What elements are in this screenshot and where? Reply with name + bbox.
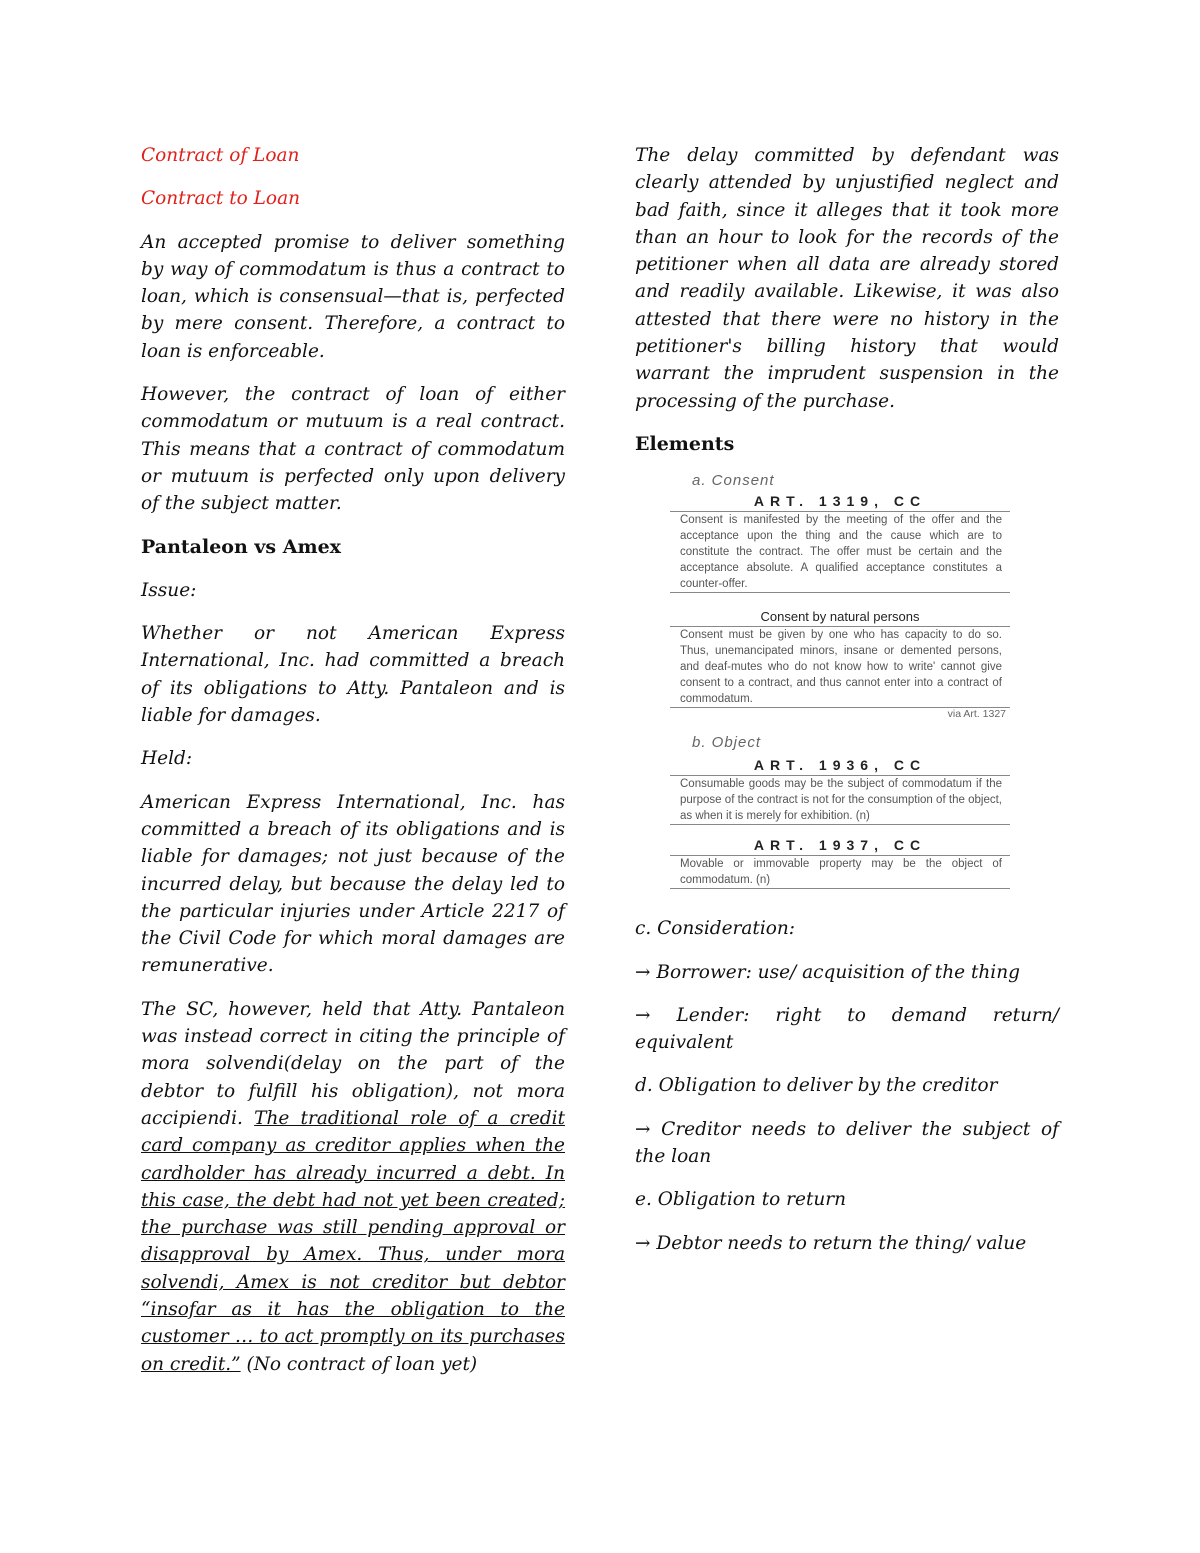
issue-text: Whether or not American Express International, Inc. had committed a breach of its obligations to Atty. Pantaleon and is liable for damages. xyxy=(141,623,565,727)
divider xyxy=(670,592,1010,593)
divider xyxy=(670,824,1010,825)
list-item: → Lender: right to demand return/ equivalent xyxy=(635,1004,1059,1054)
left-column xyxy=(141,142,565,1378)
delay-paragraph: The delay committed by defendant was clearly attended by unjustified neglect and bad faith, since it alleges that it took more than an hour to look for the records of the petitioner when all data are already stored and readily available. Likewise, it was also attested that there were no history in the petitioner's billing history that would warrant the imprudent suspension in the processing of the purchase. xyxy=(635,145,1059,412)
right-column xyxy=(635,142,1059,1273)
title-contract-to-loan: Contract to Loan xyxy=(141,188,301,210)
list-item: d. Obligation to deliver by the creditor xyxy=(635,1075,998,1097)
art-1319-title: ART. 1319, CC xyxy=(753,493,927,510)
held-text: American Express International, Inc. has committed a breach of its obligations and is liable for damages; not just because of the incurred delay, but because the delay led to the particular injuries under Article 2217 of the Civil Code for which moral damages are remunerative. xyxy=(141,791,565,977)
art-1937-text: Movable or immovable property may be the object of commodatum. (n) xyxy=(680,858,1002,887)
list-item: c. Consideration: xyxy=(635,918,796,940)
paragraph-real-contract: However, the contract of loan of either commodatum or mutuum is a real contract. This means that a contract of commodatum or mutuum is perfected only upon delivery of the subject matter. xyxy=(141,384,565,515)
art-1936-title: ART. 1936, CC xyxy=(753,757,927,774)
paragraph-contract-to-loan: An accepted promise to deliver something by way of commodatum is thus a contract to loan, which is consensual—that is, perfected by mere consent. Therefore, a contract to loan is enforceable. xyxy=(141,231,565,362)
sc-text-lead: The SC, however, held that Atty. Pantaleon was instead correct in citing the principle of mora solvendi(delay on the part of the debtor to fulfill his obligation), not mora accipiendi. xyxy=(141,998,565,1129)
list-item: → Debtor needs to return the thing/ value xyxy=(635,1232,1027,1254)
elements-list xyxy=(635,915,1059,1257)
art-1319-text: Consent is manifested by the meeting of the offer and the acceptance upon the thing and the cause which are to constitute the contract. The offer must be certain and the acceptance absolute. A qualified acceptance constitutes a counter-offer. xyxy=(680,514,1002,591)
art-1936-text: Consumable goods may be the subject of commodatum if the purpose of the contract is not for the consumption of the object, as when it is merely for exhibition. (n) xyxy=(680,778,1002,823)
list-item: → Borrower: use/ acquisition of the thing xyxy=(635,961,1020,983)
title-contract-of-loan: Contract of Loan xyxy=(141,145,300,166)
sc-paragraph xyxy=(141,996,565,1378)
sc-text-underlined: The traditional role of a credit card company as creditor applies when the cardholder has already incurred a debt. In this case, the debt had not yet been created; the purchase was still pending approval or disapproval by Amex. Thus, under mora solvendi, Amex is not creditor but debtor “insofar as it has the obligation to the customer … to act promptly on its purchases on credit.” xyxy=(141,1107,565,1375)
art-1937-title: ART. 1937, CC xyxy=(753,837,927,854)
natural-persons-title: Consent by natural persons xyxy=(760,609,920,625)
held-label: Held: xyxy=(141,748,193,770)
elements-figure xyxy=(670,472,1010,889)
natural-persons-text: Consent must be given by one who has capacity to do so. Thus, unemancipated minors, insane or demented persons, and deaf-mutes who do not know how to write' cannot give consent to a contract, and thus cannot enter into a contract of commodatum. xyxy=(680,629,1002,706)
case-heading: Pantaleon vs Amex xyxy=(141,535,342,558)
issue-label: Issue: xyxy=(141,579,197,601)
consent-label: a. Consent xyxy=(692,472,775,490)
list-item: e. Obligation to return xyxy=(635,1189,847,1211)
sc-text-tail: (No contract of loan yet) xyxy=(240,1353,478,1375)
divider xyxy=(670,888,1010,889)
list-item: → Creditor needs to deliver the subject of the loan xyxy=(635,1118,1059,1168)
natural-persons-ref: via Art. 1327 xyxy=(947,708,1006,721)
object-label: b. Object xyxy=(692,734,762,752)
elements-heading: Elements xyxy=(635,432,735,455)
